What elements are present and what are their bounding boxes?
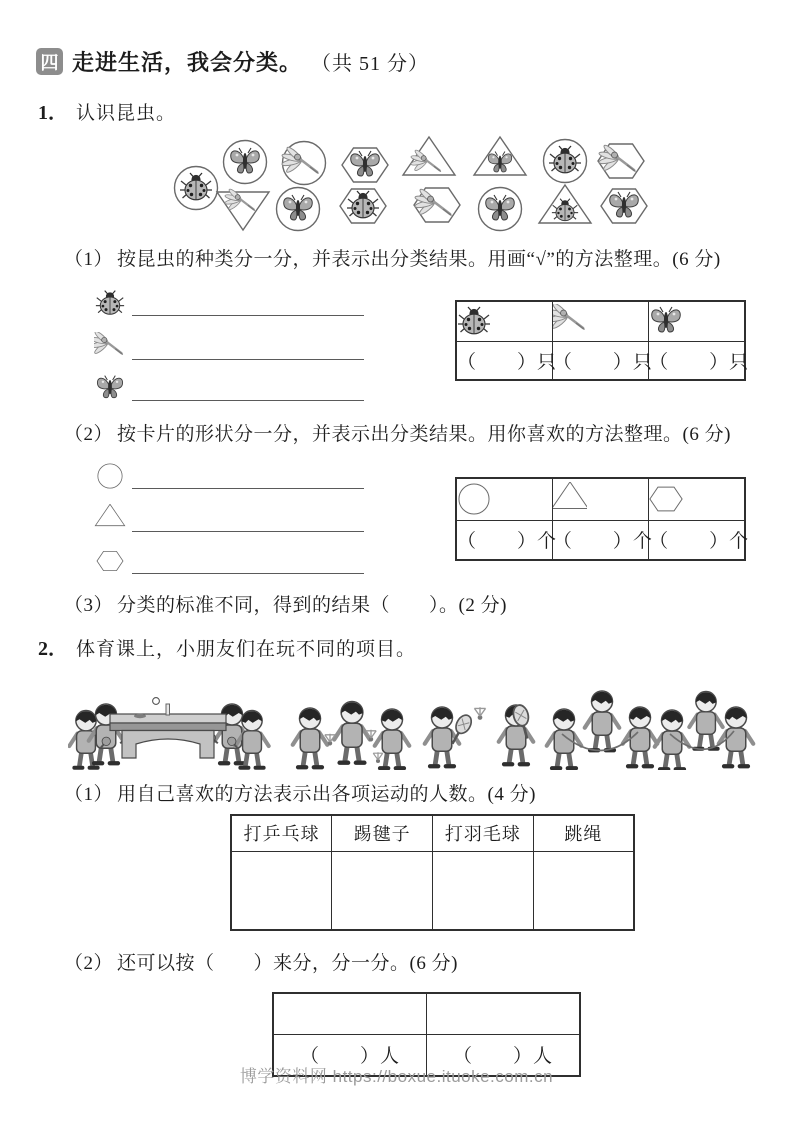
sports-scene-illustration bbox=[68, 664, 758, 770]
card-circle-ladybug bbox=[544, 140, 587, 183]
jump-rope-group-2 bbox=[655, 692, 754, 770]
count-cell-butterfly[interactable]: （ ）只 bbox=[649, 341, 745, 380]
watermark-footer: 博学资料网 https://boxue.ituoke.com.cn bbox=[239, 1067, 554, 1086]
butterfly-icon bbox=[649, 304, 683, 338]
shuttlecock-kicking-group bbox=[293, 702, 410, 769]
count-cell-groupA[interactable]: （ ）人 bbox=[273, 1034, 427, 1076]
count-cell-ladybug[interactable]: （ ）只 bbox=[456, 341, 552, 380]
badminton-group bbox=[425, 703, 534, 766]
butterfly-icon bbox=[94, 373, 126, 403]
q1-part3-text: （3） 分类的标准不同，得到的结果（ ）。(2 分) bbox=[64, 595, 507, 616]
section-number-badge: 四 bbox=[36, 48, 63, 75]
table-cell-hexagon bbox=[649, 478, 745, 520]
triangle-icon bbox=[553, 482, 587, 516]
classify-row-triangle bbox=[94, 502, 364, 534]
classify-row-hexagon bbox=[94, 544, 364, 576]
card-circle-butterfly bbox=[277, 188, 320, 231]
q2-number: 2． bbox=[38, 638, 68, 660]
ladybug-icon bbox=[94, 288, 126, 318]
circle-icon bbox=[457, 482, 491, 516]
table-cell-triangle bbox=[552, 478, 648, 520]
classify-row-dragonfly bbox=[94, 330, 364, 362]
hexagon-icon bbox=[94, 546, 126, 576]
header-cell-pingpong: 打乒乓球 bbox=[231, 815, 332, 851]
dragonfly-icon bbox=[94, 332, 126, 362]
q2-part2-label: （2） bbox=[64, 953, 114, 974]
card-triangle-ladybug bbox=[539, 185, 591, 223]
count-cell-triangle[interactable]: （ ）个 bbox=[552, 520, 648, 560]
q1-title: 认识昆虫。 bbox=[76, 103, 177, 124]
table-cell-butterfly bbox=[649, 301, 745, 341]
answer-cell-groupB[interactable] bbox=[427, 993, 581, 1034]
q1-part1-text: （1） 按昆虫的种类分一分，并表示出分类结果。用画“√”的方法整理。(6 分) bbox=[64, 249, 721, 270]
q2-title-row bbox=[38, 632, 416, 661]
card-circle-ladybug bbox=[175, 167, 218, 210]
q1-title-row bbox=[38, 96, 176, 125]
answer-cell-badminton[interactable] bbox=[433, 851, 534, 930]
classify-row-ladybug bbox=[94, 286, 364, 318]
section-header bbox=[36, 46, 429, 77]
dragonfly-icon bbox=[553, 304, 587, 338]
triangle-icon bbox=[94, 504, 126, 534]
q1-part2-label: （2） bbox=[64, 424, 114, 445]
pingpong-table bbox=[110, 698, 226, 758]
q1-part2-table bbox=[455, 477, 750, 561]
answer-cell-shuttlecock[interactable] bbox=[332, 851, 433, 930]
card-triangle-dragonfly bbox=[403, 137, 455, 175]
answer-cell-jumprope[interactable] bbox=[533, 851, 634, 930]
answer-cell-pingpong[interactable] bbox=[231, 851, 332, 930]
header-cell-shuttlecock: 踢毽子 bbox=[332, 815, 433, 851]
pingpong-ball-icon bbox=[153, 698, 160, 705]
table-cell-dragonfly bbox=[552, 301, 648, 341]
q2-part1-text: （1） 用自己喜欢的方法表示出各项运动的人数。(4 分) bbox=[64, 784, 536, 805]
q2-part1-label: （1） bbox=[64, 784, 114, 805]
q1-part1-label: （1） bbox=[64, 249, 114, 270]
jump-rope-group-1 bbox=[547, 691, 658, 768]
q2-part2-text: （2） 还可以按（ ）来分，分一分。(6 分) bbox=[64, 953, 458, 974]
header-cell-jumprope: 跳绳 bbox=[533, 815, 634, 851]
card-triangle-down-dragonfly bbox=[217, 188, 269, 230]
insect-cards-illustration bbox=[150, 128, 660, 240]
answer-line-dragonfly[interactable] bbox=[132, 359, 364, 360]
table-cell-ladybug bbox=[456, 301, 552, 341]
count-cell-circle[interactable]: （ ）个 bbox=[456, 520, 552, 560]
shuttlecock-icon bbox=[373, 752, 383, 763]
circle-icon bbox=[94, 461, 126, 491]
answer-line-ladybug[interactable] bbox=[132, 315, 364, 316]
hexagon-icon bbox=[649, 482, 683, 516]
answer-line-butterfly[interactable] bbox=[132, 400, 364, 401]
card-hexagon-dragonfly bbox=[414, 188, 460, 222]
card-triangle-butterfly bbox=[474, 137, 526, 175]
q2-part1-table bbox=[230, 814, 635, 931]
q1-number: 1． bbox=[38, 102, 68, 124]
card-hexagon-dragonfly bbox=[598, 144, 644, 178]
ladybug-icon bbox=[457, 304, 491, 338]
shuttlecock-icon bbox=[474, 707, 485, 720]
q1-part3-label: （3） bbox=[64, 595, 114, 616]
card-circle-dragonfly bbox=[281, 142, 325, 185]
answer-cell-groupA[interactable] bbox=[273, 993, 427, 1034]
card-hexagon-butterfly bbox=[342, 148, 388, 182]
header-cell-badminton: 打羽毛球 bbox=[433, 815, 534, 851]
q2-title: 体育课上，小朋友们在玩不同的项目。 bbox=[76, 639, 417, 660]
answer-line-circle[interactable] bbox=[132, 488, 364, 489]
table-tennis-group bbox=[69, 698, 268, 768]
classify-row-butterfly bbox=[94, 371, 364, 403]
count-cell-hexagon[interactable]: （ ）个 bbox=[649, 520, 745, 560]
answer-line-triangle[interactable] bbox=[132, 531, 364, 532]
section-title: 走进生活，我会分类。 bbox=[72, 50, 303, 75]
q1-part2-text: （2） 按卡片的形状分一分，并表示出分类结果。用你喜欢的方法整理。(6 分) bbox=[64, 424, 731, 445]
q1-part1-table bbox=[455, 300, 750, 381]
count-cell-groupB[interactable]: （ ）人 bbox=[427, 1034, 581, 1076]
section-points: （共 51 分） bbox=[311, 53, 430, 75]
card-hexagon-butterfly bbox=[601, 189, 647, 223]
card-circle-butterfly bbox=[479, 188, 522, 231]
answer-line-hexagon[interactable] bbox=[132, 573, 364, 574]
count-cell-dragonfly[interactable]: （ ）只 bbox=[552, 341, 648, 380]
classify-row-circle bbox=[94, 459, 364, 491]
table-cell-circle bbox=[456, 478, 552, 520]
card-circle-butterfly bbox=[224, 141, 267, 184]
card-hexagon-ladybug bbox=[340, 189, 386, 223]
